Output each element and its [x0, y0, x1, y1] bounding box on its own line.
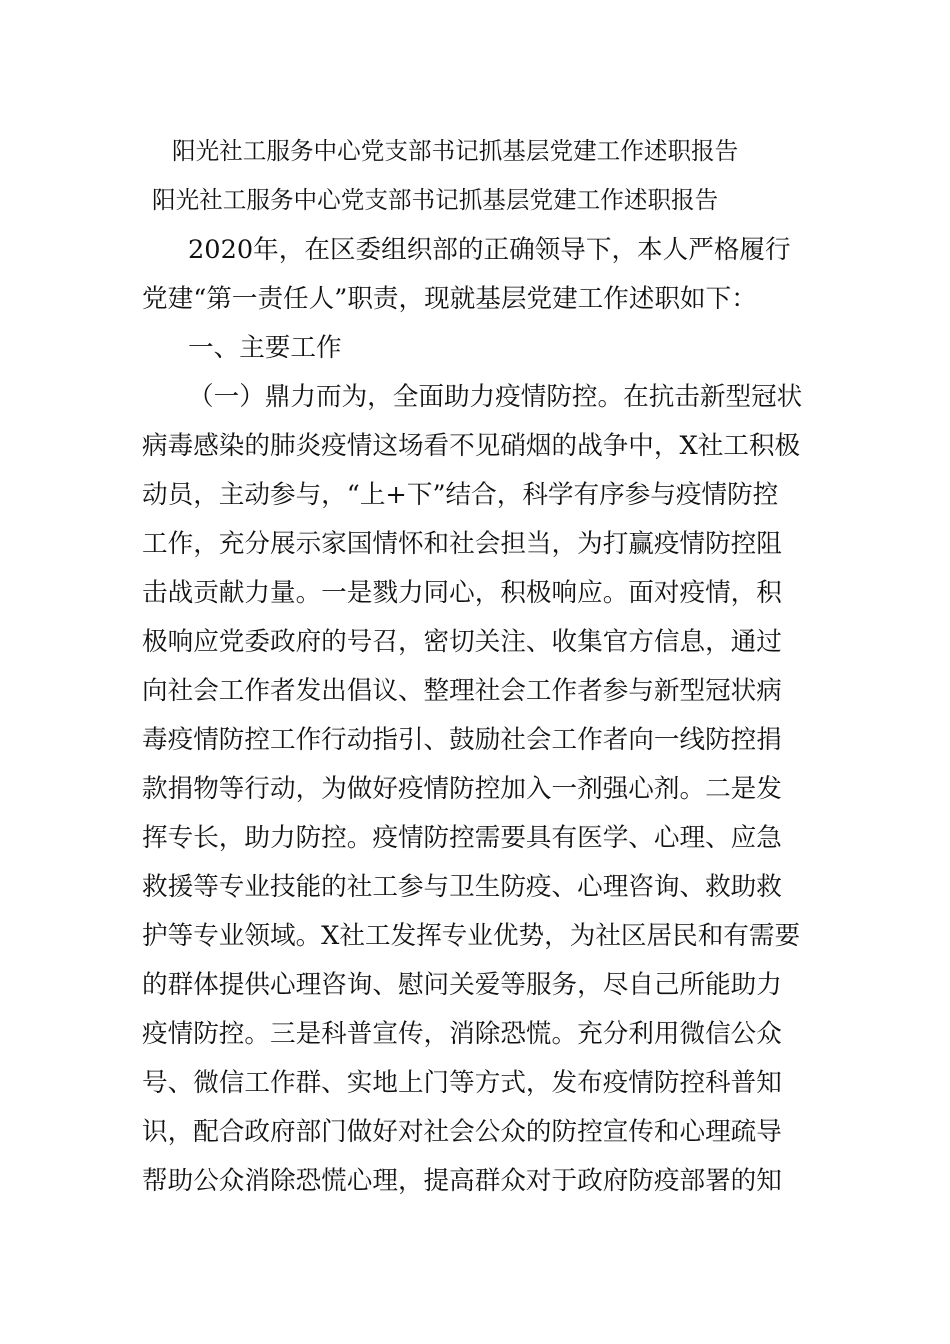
paragraph-line: （一）鼎力而为，全面助力疫情防控。在抗击新型冠状	[188, 382, 803, 412]
paragraph-line: 帮助公众消除恐慌心理，提高群众对于政府防疫部署的知	[142, 1166, 782, 1196]
paragraph-line: 动员，主动参与，“上+下”结合，科学有序参与疫情防控	[142, 480, 779, 510]
paragraph-line: 护等专业领域。X社工发挥专业优势，为社区居民和有需要	[142, 921, 801, 951]
paragraph-line: 识，配合政府部门做好对社会公众的防控宣传和心理疏导	[142, 1117, 782, 1147]
paragraph-line: 号、微信工作群、实地上门等方式，发布疫情防控科普知	[142, 1068, 782, 1098]
paragraph-line: 疫情防控。三是科普宣传，消除恐慌。充分利用微信公众	[142, 1019, 782, 1049]
paragraph-line: 款捐物等行动，为做好疫情防控加入一剂强心剂。二是发	[142, 774, 782, 804]
paragraph-line: 2020年，在区委组织部的正确领导下，本人严格履行	[188, 235, 791, 265]
paragraph-line: 病毒感染的肺炎疫情这场看不见硝烟的战争中，X社工积极	[142, 431, 801, 461]
document-title-repeat: 阳光社工服务中心党支部书记抓基层党建工作述职报告	[152, 186, 719, 214]
paragraph-line: 挥专长，助力防控。疫情防控需要具有医学、心理、应急	[142, 823, 782, 853]
paragraph-line: 击战贡献力量。一是戮力同心，积极响应。面对疫情，积	[142, 578, 782, 608]
paragraph-line: 向社会工作者发出倡议、整理社会工作者参与新型冠状病	[142, 676, 782, 706]
document-title: 阳光社工服务中心党支部书记抓基层党建工作述职报告	[172, 137, 739, 165]
paragraph-line: 党建“第一责任人”职责，现就基层党建工作述职如下：	[142, 284, 757, 314]
section-heading: 一、主要工作	[188, 333, 342, 363]
paragraph-line: 极响应党委政府的号召，密切关注、收集官方信息，通过	[142, 627, 782, 657]
paragraph-line: 救援等专业技能的社工参与卫生防疫、心理咨询、救助救	[142, 872, 782, 902]
paragraph-line: 的群体提供心理咨询、慰问关爱等服务，尽自己所能助力	[142, 970, 782, 1000]
paragraph-line: 工作，充分展示家国情怀和社会担当，为打赢疫情防控阻	[142, 529, 782, 559]
paragraph-line: 毒疫情防控工作行动指引、鼓励社会工作者向一线防控捐	[142, 725, 782, 755]
